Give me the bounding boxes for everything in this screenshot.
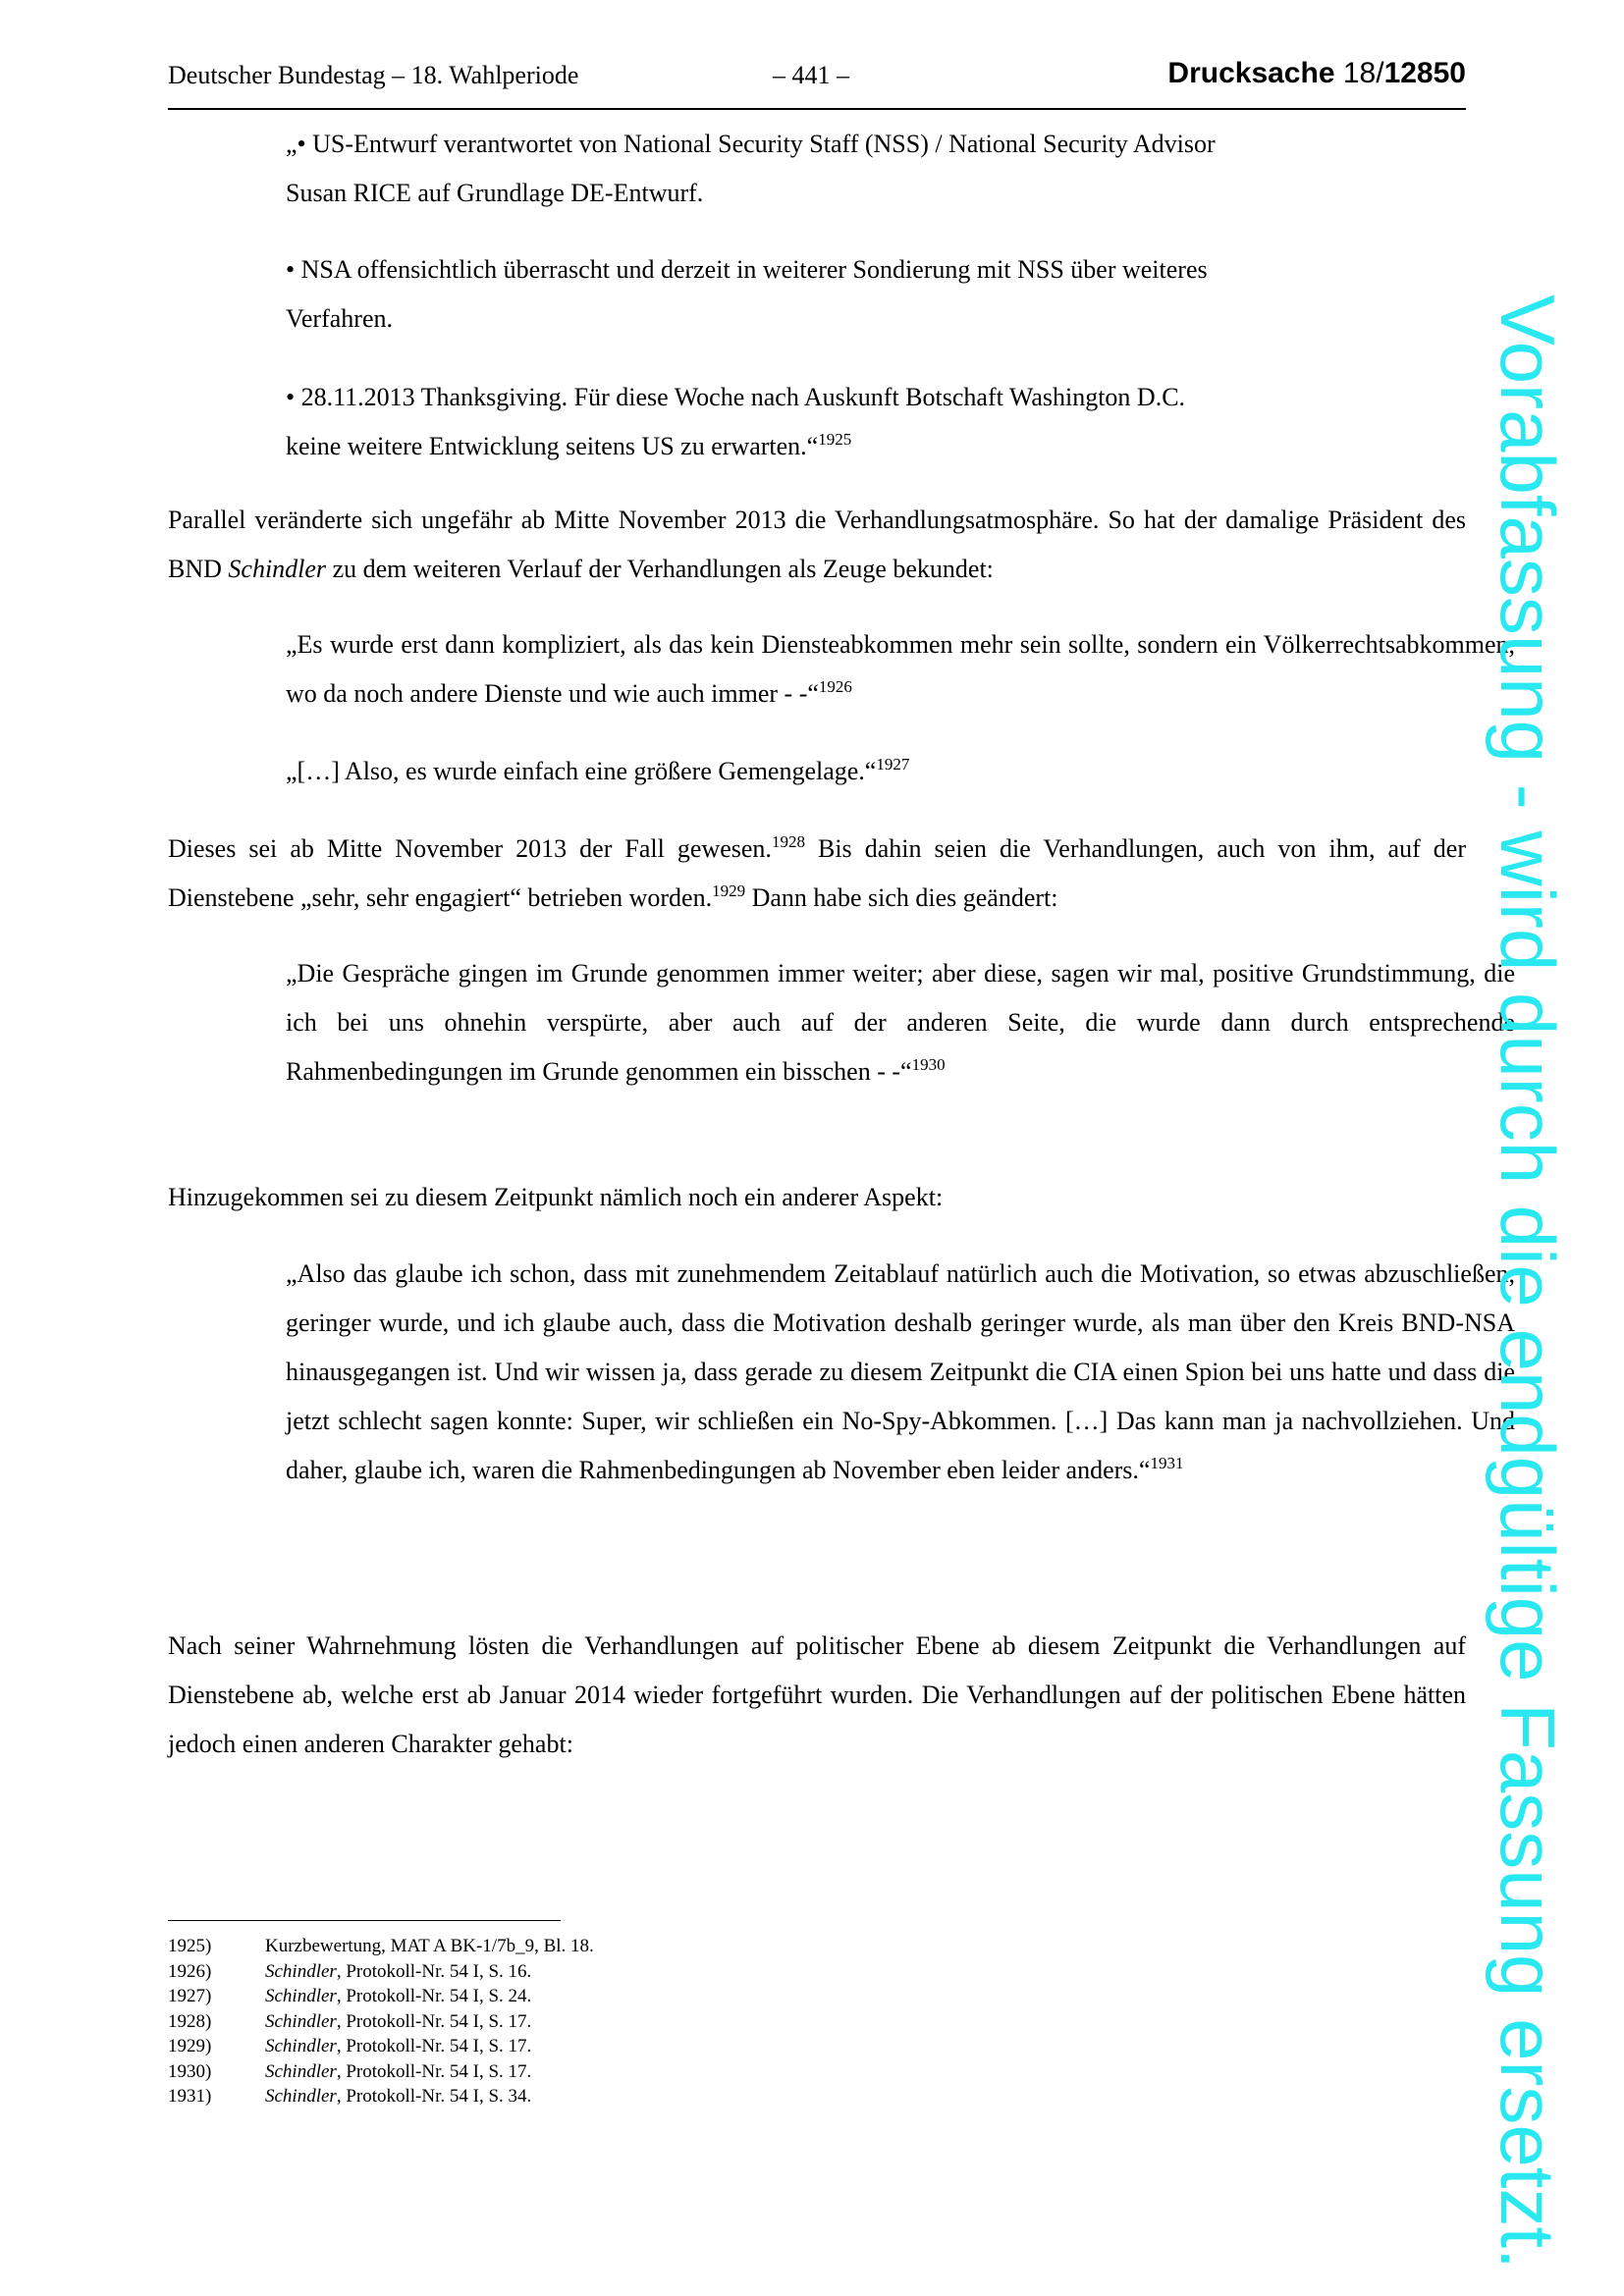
footnote-item: 1927) Schindler, Protokoll-Nr. 54 I, S. 24. (168, 1986, 532, 2006)
footnote-item: 1929) Schindler, Protokoll-Nr. 54 I, S. 17. (168, 2036, 532, 2056)
footnote-ref[interactable]: 1926 (818, 677, 852, 696)
quote-1927: „[…] Also, es wurde einfach eine größere Gemengelage.“$^{1927}$ (286, 755, 910, 785)
footnote-item: 1928) Schindler, Protokoll-Nr. 54 I, S. 17. (168, 2010, 532, 2032)
quote-bullet-2: • NSA offensichtlich überrascht und derzeit in weiterer Sondierung mit NSS über weiteres Verfahren. (286, 255, 1208, 333)
footnote-ref[interactable]: 1925 (818, 430, 852, 449)
footnotes (168, 1934, 594, 2109)
document-id: Drucksache 18/12850 (1167, 57, 1466, 89)
footnote-ref[interactable]: 1929 (712, 881, 746, 900)
footnote-item: 1925) Kurzbewertung, MAT A BK-1/7b_9, Bl. 18. (168, 1936, 594, 1956)
footnote-item: 1930) Schindler, Protokoll-Nr. 54 I, S. 17. (168, 2060, 532, 2082)
quote-bullet-1: „• US-Entwurf verantwortet von National Security Staff (NSS) / National Security Advisor Susan RICE auf Grundlage DE-Entwurf. (286, 130, 1216, 207)
quote-bullet-3: • 28.11.2013 Thanksgiving. Für diese Woche nach Auskunft Botschaft Washington D.C. keine weitere Entwicklung seitens US zu erwarten.“$^{1925}$ (286, 383, 1186, 460)
person-name: Schindler (228, 555, 327, 583)
page-header (168, 57, 1466, 110)
paragraph-2: Dieses sei ab Mitte November 2013 der Fall gewesen.$^{1928}$ Bis dahin seien die Verhandlungen, auch von ihm, auf der Dienstebene „sehr, sehr engagiert“ betrieben worden.$^{1929}$ Dann habe sich dies geändert: (168, 832, 1467, 912)
quote-1930: „Die Gespräche gingen im Grunde genommen immer weiter; aber diese, sagen wir mal, positive Grundstimmung, die ich bei uns ohnehin verspürte, aber auch auf der anderen Seite, die wurde dann durch entsprechende Rahmenbedingungen im Grunde genommen ein bisschen - -“$^{1930}$ (286, 959, 1515, 1086)
quote-1926: „Es wurde erst dann kompliziert, als das kein Diensteabkommen mehr sein sollte, sondern ein Völkerrechtsabkommen, wo da noch andere Dienste und wie auch immer - -“$^{1926}$ (286, 630, 1515, 708)
quote-1931: „Also das glaube ich schon, dass mit zunehmendem Zeitablauf natürlich auch die Motivation, so etwas abzuschließen, geringer wurde, und ich glaube auch, dass die Motivation deshalb geringer wurde, als man über den Kreis BND-NSA hinausgegangen ist. Und wir wissen ja, dass gerade zu diesem Zeitpunkt die CIA einen Spion bei uns hatte und dass die jetzt schlecht sagen konnte: Super, wir schließen ein No-Spy-Abkommen. […] Das kann man ja nachvollziehen. Und daher, glaube ich, waren die Rahmenbedingungen ab November eben leider anders.“$^{1931}$ (286, 1259, 1515, 1484)
footnote-ref[interactable]: 1931 (1150, 1454, 1184, 1472)
footnote-ref[interactable]: 1927 (876, 755, 910, 774)
footnote-item: 1931) Schindler, Protokoll-Nr. 54 I, S. 34. (168, 2086, 532, 2107)
paragraph-4: Nach seiner Wahrnehmung lösten die Verhandlungen auf politischer Ebene ab diesem Zeitpunkt die Verhandlungen auf Dienstebene ab, welche erst ab Januar 2014 wieder fortgeführt wurden. Die Verhandlungen auf der politischen Ebene hätten jedoch einen anderen Charakter gehabt: (168, 1631, 1466, 1758)
paragraph-3: Hinzugekommen sei zu diesem Zeitpunkt nämlich noch ein anderer Aspekt: (168, 1183, 944, 1211)
header-publication: Deutscher Bundestag – 18. Wahlperiode (168, 61, 579, 89)
paragraph-1: Parallel veränderte sich ungefähr ab Mitte November 2013 die Verhandlungsatmosphäre. So hat der damalige Präsident des BND Schindler zu dem weiteren Verlauf der Verhandlungen als Zeuge bekundet: (168, 506, 1466, 583)
page-number: – 441 – (773, 61, 849, 89)
footnote-ref[interactable]: 1928 (771, 832, 805, 851)
footnote-item: 1926) Schindler, Protokoll-Nr. 54 I, S. 16. (168, 1960, 532, 1982)
footnote-ref[interactable]: 1930 (911, 1055, 946, 1074)
draft-watermark: Vorabfassung - wird durch die endgültige Fassung ersetzt. (1485, 294, 1571, 2269)
footnote-separator (168, 1920, 561, 1921)
